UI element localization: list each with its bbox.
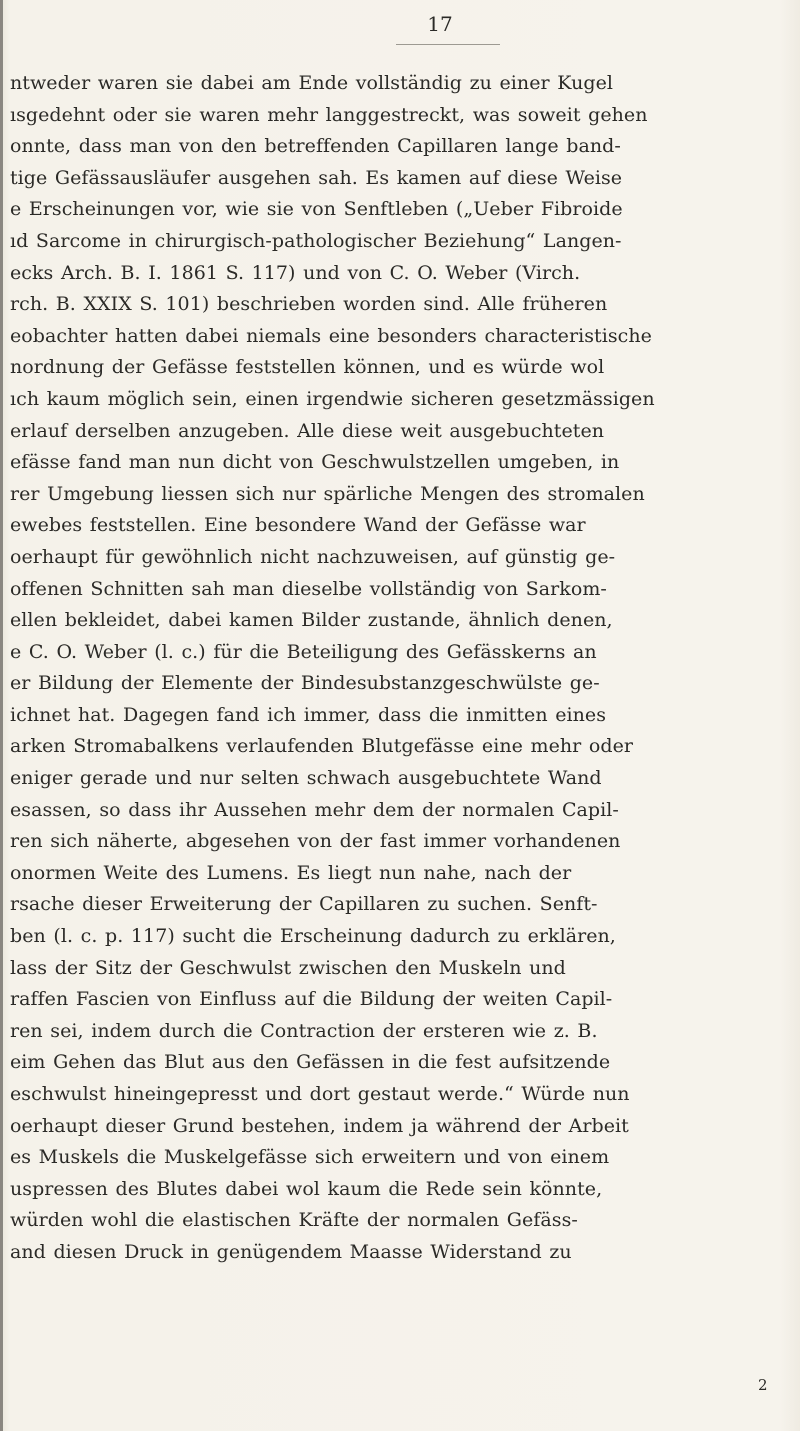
text-line: tige Gefässausläufer ausgehen sah. Es kamen auf diese Weise	[10, 166, 623, 189]
text-line: onormen Weite des Lumens. Es liegt nun nahe, nach der	[10, 861, 572, 884]
text-line: oerhaupt für gewöhnlich nicht nachzuweisen, auf günstig ge-	[10, 545, 616, 568]
text-line: eim Gehen das Blut aus den Gefässen in die fest aufsitzende	[10, 1051, 611, 1074]
text-line: oerhaupt dieser Grund bestehen, indem ja während der Arbeit	[10, 1114, 629, 1137]
text-line: ıch kaum möglich sein, einen irgendwie sicheren gesetzmässigen	[10, 387, 655, 410]
text-line: erlauf derselben anzugeben. Alle diese weit ausgebuchteten	[10, 419, 605, 442]
text-line: eobachter hatten dabei niemals eine besonders characteristische	[10, 324, 652, 347]
text-line: esassen, so dass ihr Aussehen mehr dem der normalen Capil-	[10, 798, 619, 821]
text-line: offenen Schnitten sah man dieselbe vollständig von Sarkom-	[10, 577, 607, 600]
header-rule	[396, 44, 500, 45]
text-line: es Muskels die Muskelgefässe sich erweitern und von einem	[10, 1146, 610, 1169]
text-line: e C. O. Weber (l. c.) für die Beteiligung des Gefässkerns an	[10, 640, 597, 663]
text-line: ben (l. c. p. 117) sucht die Erscheinung dadurch zu erklären,	[10, 925, 616, 948]
text-line: würden wohl die elastischen Kräfte der normalen Gefäss-	[10, 1209, 578, 1232]
text-line: ren sich näherte, abgesehen von der fast immer vorhandenen	[10, 830, 621, 853]
text-line: ewebes feststellen. Eine besondere Wand der Gefässe war	[10, 514, 586, 537]
text-line: ichnet hat. Dagegen fand ich immer, dass die inmitten eines	[10, 703, 607, 726]
text-line: e Erscheinungen vor, wie sie von Senftleben („Ueber Fibroide	[10, 198, 623, 221]
text-line: lass der Sitz der Geschwulst zwischen den Muskeln und	[10, 956, 566, 979]
text-line: ren sei, indem durch die Contraction der ersteren wie z. B.	[10, 1019, 598, 1042]
text-line: raffen Fascien von Einfluss auf die Bildung der weiten Capil-	[10, 988, 613, 1011]
signature-mark: 2	[758, 1376, 768, 1394]
page-number: 17	[427, 12, 453, 36]
text-line: rsache dieser Erweiterung der Capillaren zu suchen. Senft-	[10, 893, 598, 916]
text-line: uspressen des Blutes dabei wol kaum die Rede sein könnte,	[10, 1177, 603, 1200]
text-line: er Bildung der Elemente der Bindesubstanzgeschwülste ge-	[10, 672, 600, 695]
text-line: ellen bekleidet, dabei kamen Bilder zustande, ähnlich denen,	[10, 609, 613, 632]
text-line: ısgedehnt oder sie waren mehr langgestreckt, was soweit gehen	[10, 103, 648, 126]
text-line: eniger gerade und nur selten schwach ausgebuchtete Wand	[10, 767, 602, 790]
text-line: ntweder waren sie dabei am Ende vollständig zu einer Kugel	[10, 72, 613, 94]
text-line: rer Umgebung liessen sich nur spärliche Mengen des stromalen	[10, 482, 645, 505]
text-line: ıd Sarcome in chirurgisch-pathologischer Beziehung“ Langen-	[10, 229, 622, 252]
text-line: rch. B. XXIX S. 101) beschrieben worden sind. Alle früheren	[10, 293, 608, 316]
binding-shadow	[0, 0, 3, 1431]
text-line: efässe fand man nun dicht von Geschwulstzellen umgeben, in	[10, 451, 620, 474]
text-line: onnte, dass man von den betreffenden Capillaren lange band-	[10, 135, 621, 158]
text-line: arken Stromabalkens verlaufenden Blutgefässe eine mehr oder	[10, 735, 634, 758]
body-text	[10, 68, 790, 1269]
text-line: nordnung der Gefässe feststellen können, und es würde wol	[10, 356, 605, 379]
text-line: and diesen Druck in genügendem Maasse Widerstand zu	[10, 1240, 572, 1263]
text-line: eschwulst hineingepresst und dort gestaut werde.“ Würde nun	[10, 1083, 630, 1105]
text-line: ecks Arch. B. I. 1861 S. 117) und von C. O. Weber (Virch.	[10, 261, 581, 284]
